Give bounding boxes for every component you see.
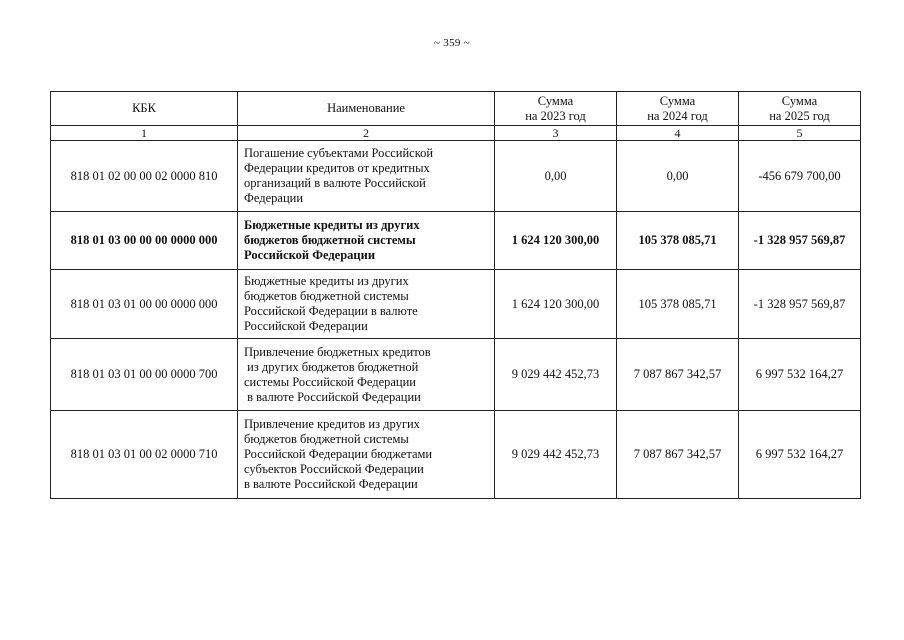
amount-2023: 9 029 442 452,73 bbox=[495, 339, 617, 411]
amount-2024: 0,00 bbox=[617, 141, 739, 212]
column-number: 2 bbox=[238, 126, 495, 141]
amount-2024: 7 087 867 342,57 bbox=[617, 411, 739, 499]
kbk-code: 818 01 03 01 00 00 0000 000 bbox=[51, 270, 238, 339]
header-kbk: КБК bbox=[51, 92, 238, 126]
header-sum-2024: Сумма на 2024 год bbox=[617, 92, 739, 126]
amount-2025: -1 328 957 569,87 bbox=[739, 212, 861, 270]
page-number: ~ 359 ~ bbox=[433, 37, 470, 49]
budget-table bbox=[50, 91, 861, 499]
column-number: 3 bbox=[495, 126, 617, 141]
amount-2023: 0,00 bbox=[495, 141, 617, 212]
kbk-code: 818 01 03 00 00 00 0000 000 bbox=[51, 212, 238, 270]
table-row bbox=[51, 270, 861, 339]
table-row bbox=[51, 411, 861, 499]
amount-2024: 7 087 867 342,57 bbox=[617, 339, 739, 411]
kbk-code: 818 01 03 01 00 00 0000 700 bbox=[51, 339, 238, 411]
amount-2023: 9 029 442 452,73 bbox=[495, 411, 617, 499]
header-sum-2025: Сумма на 2025 год bbox=[739, 92, 861, 126]
kbk-code: 818 01 03 01 00 02 0000 710 bbox=[51, 411, 238, 499]
row-name: Привлечение кредитов из других бюджетов бюджетной системы Российской Федерации бюджетами субъектов Российской Федерации в валюте Российской Федерации bbox=[238, 411, 495, 499]
amount-2024: 105 378 085,71 bbox=[617, 270, 739, 339]
column-number: 5 bbox=[739, 126, 861, 141]
table-row bbox=[51, 141, 861, 212]
amount-2025: -456 679 700,00 bbox=[739, 141, 861, 212]
column-number: 4 bbox=[617, 126, 739, 141]
amount-2025: 6 997 532 164,27 bbox=[739, 339, 861, 411]
table-row bbox=[51, 339, 861, 411]
amount-2025: -1 328 957 569,87 bbox=[739, 270, 861, 339]
column-number: 1 bbox=[51, 126, 238, 141]
amount-2024: 105 378 085,71 bbox=[617, 212, 739, 270]
kbk-code: 818 01 02 00 00 02 0000 810 bbox=[51, 141, 238, 212]
row-name: Бюджетные кредиты из других бюджетов бюджетной системы Российской Федерации в валюте Российской Федерации bbox=[238, 270, 495, 339]
amount-2023: 1 624 120 300,00 bbox=[495, 212, 617, 270]
amount-2025: 6 997 532 164,27 bbox=[739, 411, 861, 499]
table-header-row bbox=[51, 92, 861, 126]
header-sum-2023: Сумма на 2023 год bbox=[495, 92, 617, 126]
header-name: Наименование bbox=[238, 92, 495, 126]
row-name: Погашение субъектами Российской Федерации кредитов от кредитных организаций в валюте Российской Федерации bbox=[238, 141, 495, 212]
amount-2023: 1 624 120 300,00 bbox=[495, 270, 617, 339]
column-number-row bbox=[51, 126, 861, 141]
row-name: Привлечение бюджетных кредитов из других бюджетов бюджетной системы Российской Федерации в валюте Российской Федерации bbox=[238, 339, 495, 411]
row-name: Бюджетные кредиты из других бюджетов бюджетной системы Российской Федерации bbox=[238, 212, 495, 270]
table-row bbox=[51, 212, 861, 270]
